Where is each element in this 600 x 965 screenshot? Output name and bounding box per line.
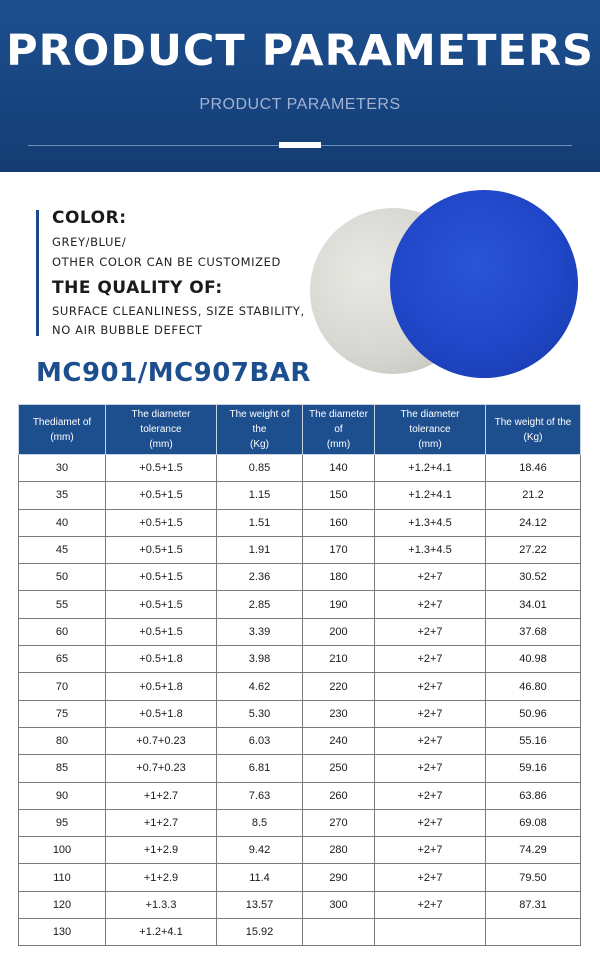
table-cell: 21.2 <box>486 482 581 509</box>
table-cell: 1.51 <box>217 509 303 536</box>
table-row <box>19 564 581 591</box>
table-cell <box>375 919 486 946</box>
table-cell: 110 <box>19 864 106 891</box>
table-cell: +0.5+1.5 <box>106 455 217 482</box>
table-cell: 190 <box>303 591 375 618</box>
column-header-line: tolerance <box>140 424 182 435</box>
table-cell: +1.2+4.1 <box>106 919 217 946</box>
column-header-line: the <box>252 424 267 435</box>
table-cell: +2+7 <box>375 891 486 918</box>
table-cell: +1+2.9 <box>106 837 217 864</box>
table-cell: +0.5+1.5 <box>106 536 217 563</box>
column-header-line: (Kg) <box>523 431 543 443</box>
table-cell: 45 <box>19 536 106 563</box>
table-cell: 6.81 <box>217 755 303 782</box>
table-row <box>19 727 581 754</box>
table-cell: 9.42 <box>217 837 303 864</box>
column-header <box>486 405 581 455</box>
table-cell: 170 <box>303 536 375 563</box>
table-row <box>19 755 581 782</box>
table-cell: 260 <box>303 782 375 809</box>
table-row <box>19 782 581 809</box>
banner-divider-accent <box>279 142 321 148</box>
table-cell: +1.3+4.5 <box>375 536 486 563</box>
table-cell: 35 <box>19 482 106 509</box>
table-cell: 290 <box>303 864 375 891</box>
color-line-1: GREY/BLUE/ <box>52 235 127 249</box>
table-cell: 240 <box>303 727 375 754</box>
table-cell: +2+7 <box>375 700 486 727</box>
table-cell: +1.3.3 <box>106 891 217 918</box>
quality-heading: THE QUALITY OF: <box>52 278 223 298</box>
table-cell: +1.2+4.1 <box>375 482 486 509</box>
table-cell: +2+7 <box>375 755 486 782</box>
table-cell: 8.5 <box>217 809 303 836</box>
table-cell: 220 <box>303 673 375 700</box>
table-cell: +0.7+0.23 <box>106 755 217 782</box>
table-cell: 130 <box>19 919 106 946</box>
table-cell: 50.96 <box>486 700 581 727</box>
column-header-line: (Kg) <box>250 439 269 450</box>
table-cell: 63.86 <box>486 782 581 809</box>
table-cell: +2+7 <box>375 673 486 700</box>
table-cell: 55 <box>19 591 106 618</box>
table-cell <box>486 919 581 946</box>
table-row <box>19 673 581 700</box>
table-body <box>19 455 581 946</box>
table-cell: 18.46 <box>486 455 581 482</box>
table-cell: +1+2.9 <box>106 864 217 891</box>
table-cell: 0.85 <box>217 455 303 482</box>
table-cell: 30 <box>19 455 106 482</box>
table-cell: 7.63 <box>217 782 303 809</box>
header-row <box>19 405 581 455</box>
table-cell: +2+7 <box>375 809 486 836</box>
table-cell: 2.36 <box>217 564 303 591</box>
table-cell: 74.29 <box>486 837 581 864</box>
table-cell: 60 <box>19 618 106 645</box>
column-header <box>106 405 217 455</box>
column-header <box>303 405 375 455</box>
table-cell: +0.5+1.5 <box>106 482 217 509</box>
table-cell: 80 <box>19 727 106 754</box>
table-cell: 140 <box>303 455 375 482</box>
table-row <box>19 618 581 645</box>
table-cell: 27.22 <box>486 536 581 563</box>
table-cell: 90 <box>19 782 106 809</box>
table-cell: +2+7 <box>375 646 486 673</box>
page-subtitle: PRODUCT PARAMETERS <box>199 96 401 113</box>
table-cell: 250 <box>303 755 375 782</box>
table-cell: +0.5+1.5 <box>106 591 217 618</box>
table-cell: 100 <box>19 837 106 864</box>
table-cell: 4.62 <box>217 673 303 700</box>
table-cell: 3.39 <box>217 618 303 645</box>
table-cell: +1.2+4.1 <box>375 455 486 482</box>
table-cell: 79.50 <box>486 864 581 891</box>
table-row <box>19 864 581 891</box>
column-header-line: (mm) <box>418 439 442 450</box>
table-cell <box>303 919 375 946</box>
table-cell: 300 <box>303 891 375 918</box>
column-header-line: The diameter <box>400 409 460 420</box>
table-row <box>19 455 581 482</box>
quality-line-1: SURFACE CLEANLINESS, SIZE STABILITY, <box>52 304 305 318</box>
model-name: MC901/MC907BAR <box>36 358 311 388</box>
table-cell: 65 <box>19 646 106 673</box>
table-cell: 270 <box>303 809 375 836</box>
table-cell: 95 <box>19 809 106 836</box>
column-header <box>19 405 106 455</box>
table-row <box>19 809 581 836</box>
table-cell: 55.16 <box>486 727 581 754</box>
table-cell: +1+2.7 <box>106 809 217 836</box>
column-header <box>375 405 486 455</box>
table-cell: +2+7 <box>375 591 486 618</box>
table-cell: 5.30 <box>217 700 303 727</box>
table-cell: +0.5+1.8 <box>106 673 217 700</box>
table-cell: +2+7 <box>375 837 486 864</box>
table-row <box>19 837 581 864</box>
table-cell: 24.12 <box>486 509 581 536</box>
table-cell: 3.98 <box>217 646 303 673</box>
table-cell: 210 <box>303 646 375 673</box>
table-cell: 75 <box>19 700 106 727</box>
table-row <box>19 646 581 673</box>
blue-disc-image <box>390 190 578 378</box>
column-header <box>217 405 303 455</box>
table-cell: 1.91 <box>217 536 303 563</box>
table-cell: +0.5+1.5 <box>106 618 217 645</box>
table-row <box>19 482 581 509</box>
column-header-line: (mm) <box>326 439 351 450</box>
table-cell: 160 <box>303 509 375 536</box>
table-cell: +1+2.7 <box>106 782 217 809</box>
table-cell: +0.7+0.23 <box>106 727 217 754</box>
column-header-line: (mm) <box>50 431 74 443</box>
table-cell: 37.68 <box>486 618 581 645</box>
page-title: PRODUCT PARAMETERS <box>6 26 594 76</box>
table-cell: 150 <box>303 482 375 509</box>
table-cell: 87.31 <box>486 891 581 918</box>
table-cell: 15.92 <box>217 919 303 946</box>
table-cell: 30.52 <box>486 564 581 591</box>
table-cell: 180 <box>303 564 375 591</box>
table-cell: 40.98 <box>486 646 581 673</box>
table-cell: 70 <box>19 673 106 700</box>
table-cell: 85 <box>19 755 106 782</box>
table-cell: +0.5+1.8 <box>106 646 217 673</box>
color-heading: COLOR: <box>52 208 127 228</box>
table-cell: 69.08 <box>486 809 581 836</box>
table-cell: 280 <box>303 837 375 864</box>
table-cell: 59.16 <box>486 755 581 782</box>
table-cell: +1.3+4.5 <box>375 509 486 536</box>
table-cell: +2+7 <box>375 564 486 591</box>
table-cell: 13.57 <box>217 891 303 918</box>
table-cell: +2+7 <box>375 864 486 891</box>
column-header-line: (mm) <box>149 439 173 450</box>
table-cell: +2+7 <box>375 727 486 754</box>
table-cell: 1.15 <box>217 482 303 509</box>
table-cell: +0.5+1.8 <box>106 700 217 727</box>
table-row <box>19 536 581 563</box>
column-header-line: tolerance <box>409 424 451 435</box>
info-accent-bar <box>36 210 39 336</box>
header-banner <box>0 0 600 172</box>
table-cell: 46.80 <box>486 673 581 700</box>
table-cell: 50 <box>19 564 106 591</box>
table-cell: 120 <box>19 891 106 918</box>
quality-line-2: NO AIR BUBBLE DEFECT <box>52 323 203 337</box>
table-cell: 230 <box>303 700 375 727</box>
table-row <box>19 919 581 946</box>
table-row <box>19 700 581 727</box>
table-cell: 6.03 <box>217 727 303 754</box>
table-cell: 40 <box>19 509 106 536</box>
column-header-line: The weight of <box>229 409 290 420</box>
table-cell: +0.5+1.5 <box>106 564 217 591</box>
table-cell: 34.01 <box>486 591 581 618</box>
table-cell: +2+7 <box>375 782 486 809</box>
column-header-line: of <box>334 424 343 435</box>
parameters-table <box>18 404 581 946</box>
color-line-2: OTHER COLOR CAN BE CUSTOMIZED <box>52 255 281 269</box>
table-row <box>19 891 581 918</box>
table-cell: +2+7 <box>375 618 486 645</box>
column-header-line: Thediamet of <box>32 416 92 428</box>
table-header <box>19 405 581 455</box>
column-header-line: The weight of the <box>494 416 572 428</box>
table-cell: 2.85 <box>217 591 303 618</box>
table-cell: 11.4 <box>217 864 303 891</box>
column-header-line: The diameter <box>131 409 191 420</box>
column-header-line: The diameter <box>309 409 368 420</box>
table-cell: 200 <box>303 618 375 645</box>
table-row <box>19 509 581 536</box>
table-cell: +0.5+1.5 <box>106 509 217 536</box>
table-row <box>19 591 581 618</box>
